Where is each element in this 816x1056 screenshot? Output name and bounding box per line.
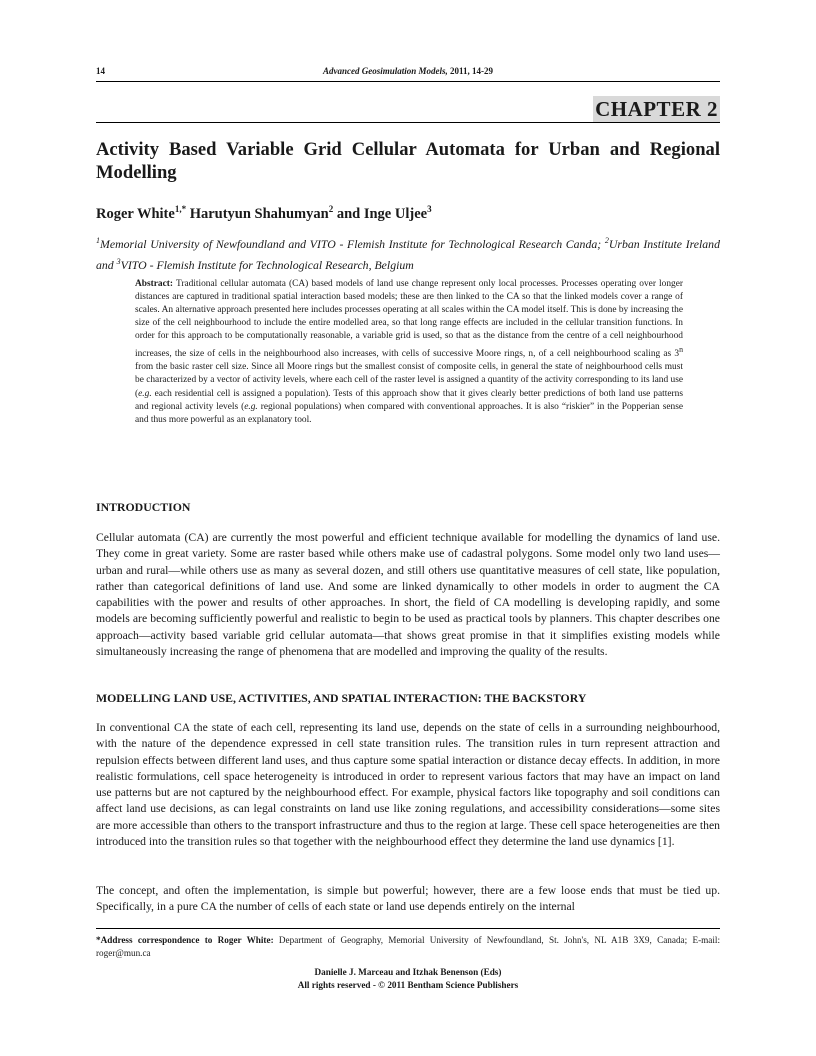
- running-header: [96, 66, 720, 82]
- affiliation-text: VITO - Flemish Institute for Technological Research, Belgium: [120, 257, 414, 272]
- article-title: Activity Based Variable Grid Cellular Automata for Urban and Regional Modelling: [96, 139, 720, 183]
- footnote-label: *Address correspondence to Roger White:: [96, 935, 274, 945]
- abstract-sup: n: [679, 345, 683, 355]
- chapter-rule: [96, 122, 720, 123]
- author-name: Inge Uljee: [363, 205, 428, 222]
- abstract-text: each residential cell is assigned a population). Tests of this approach show that it gives clearly better predictions of both land use patterns and regional activity levels (: [135, 388, 683, 412]
- author-list: [96, 199, 720, 224]
- abstract-text: from the basic raster cell size. Since all Moore rings but the smallest consist of composite cells, in general the state of neighbourhood cells must be characterized by a vector of activity levels, where each cell of the raster level is assigned a quantity of the activity corresponding to its land use (: [135, 362, 683, 399]
- chapter-label: CHAPTER 2: [595, 97, 718, 121]
- introduction-heading: INTRODUCTION: [96, 500, 191, 514]
- affiliation-sup: 2: [604, 236, 609, 245]
- rights-line: All rights reserved - © 2011 Bentham Science Publishers: [297, 980, 519, 990]
- author-sup: 3: [427, 204, 432, 214]
- footnote-rule: [96, 928, 720, 929]
- modelling-paragraph-1: In conventional CA the state of each cell, representing its land use, depends on the state of cells in a surrounding neighbourhood, with the nature of the dependence expressed in cell state transition rules. The transition rules in turn represent attraction and repulsion effects between different land uses, and thus capture some spatial interaction or distance decay effects. In addition, in more realistic formulations, cell space heterogeneity is introduced in order to represent various factors that may have an impact on land use patterns but are not captured by the neighbourhood effect. For example, physical factors like topography and soil conditions can affect land use decisions, as can legal constraints on land use like zoning regulations, and accessibility considerations—some sites are more accessible than others to the transport infrastructure and thus to the region at large. These cell space heterogeneities are then introduced into the transition rules so that together with the neighbourhood effect they determine the land use dynamics [1].: [96, 721, 720, 849]
- abstract-text: regional populations) when compared with conventional approaches. It is also “riskier” in the Popperian sense and thus more powerful as an explanatory tool.: [135, 401, 684, 425]
- author-joiner: and: [333, 205, 364, 222]
- page-number: 14: [96, 66, 105, 76]
- affiliation-text: Urban Institute Ireland and: [96, 236, 720, 272]
- header-rule: [96, 81, 720, 82]
- affiliation-text: Memorial University of Newfoundland and VITO - Flemish Institute for Technological Research Canda;: [100, 236, 605, 251]
- modelling-paragraph-2: The concept, and often the implementation, is simple but powerful; however, there are a few loose ends that must be tied up. Specifically, in a pure CA the number of cells of each state or land use depends entirely on the internal: [96, 884, 720, 914]
- journal-citation: [96, 66, 720, 76]
- abstract: [135, 278, 683, 427]
- author-name: Harutyun Shahumyan: [189, 205, 329, 222]
- footnote-text: Department of Geography, Memorial University of Newfoundland, St. John's, NL A1B 3X9, Canada; E-mail: roger@mun.ca: [96, 935, 721, 958]
- abstract-label: Abstract:: [135, 279, 174, 289]
- abstract-eg: e.g.: [244, 401, 258, 412]
- introduction-paragraph: Cellular automata (CA) are currently the most powerful and efficient technique available for modelling the dynamics of land use. They come in great variety. Some are raster based while others make use of cadastral polygons. Some model only two land uses—urban and rural—while others use as many as several dozen, and still others use quantitative measures of cell state, like population, rather than categorical definitions of land use. And some are linked dynamically to other models in order to augment the CA capabilities with the power and results of other approaches. In short, the field of CA modelling is developing rapidly, and some models are becoming sufficiently powerful and realistic to begin to be used as practical tools by planners. This chapter describes one approach—activity based variable grid cellular automata—that shows great promise in that it simplifies existing models while simultaneously increasing the range of phenomena that are modelled and improving the quality of the results.: [96, 531, 720, 659]
- abstract-text: Traditional cellular automata (CA) based models of land use change represent only local processes. Processes operating over longer distances are captured in traditional spatial interaction based models; these are then linked to the CA so that the linked models cover a range of scales. An alternative approach presented here includes processes operating at all scales within the CA model itself. This is done by increasing the size of the cell neighbourhood to include the entire modelled area, so that long range effects are included in the cellular transition functions. In order for this approach to be computationally reasonable, a variable grid is used, so that as the distance from the centre of a cell neighbourhood increases, the size of cells in the neighbourhood also increases, with cells of successive Moore rings, n, of a cell neighbourhood scaling as 3: [135, 279, 683, 360]
- affiliation-sup: 3: [116, 256, 121, 266]
- editors-line: Danielle J. Marceau and Itzhak Benenson (Eds): [314, 967, 502, 977]
- journal-details: 2011, 14-29: [447, 66, 494, 76]
- correspondence-footnote: [96, 934, 720, 960]
- affiliation-sup: 1: [96, 236, 100, 245]
- author-sup: 1,*: [174, 204, 187, 214]
- abstract-eg: e.g.: [138, 388, 152, 399]
- modelling-heading: MODELLING LAND USE, ACTIVITIES, AND SPATIAL INTERACTION: THE BACKSTORY: [96, 691, 587, 705]
- author-sup: 2: [328, 204, 334, 214]
- affiliations: [96, 232, 720, 274]
- journal-name: Advanced Geosimulation Models,: [322, 66, 448, 76]
- author-name: Roger White: [96, 205, 175, 222]
